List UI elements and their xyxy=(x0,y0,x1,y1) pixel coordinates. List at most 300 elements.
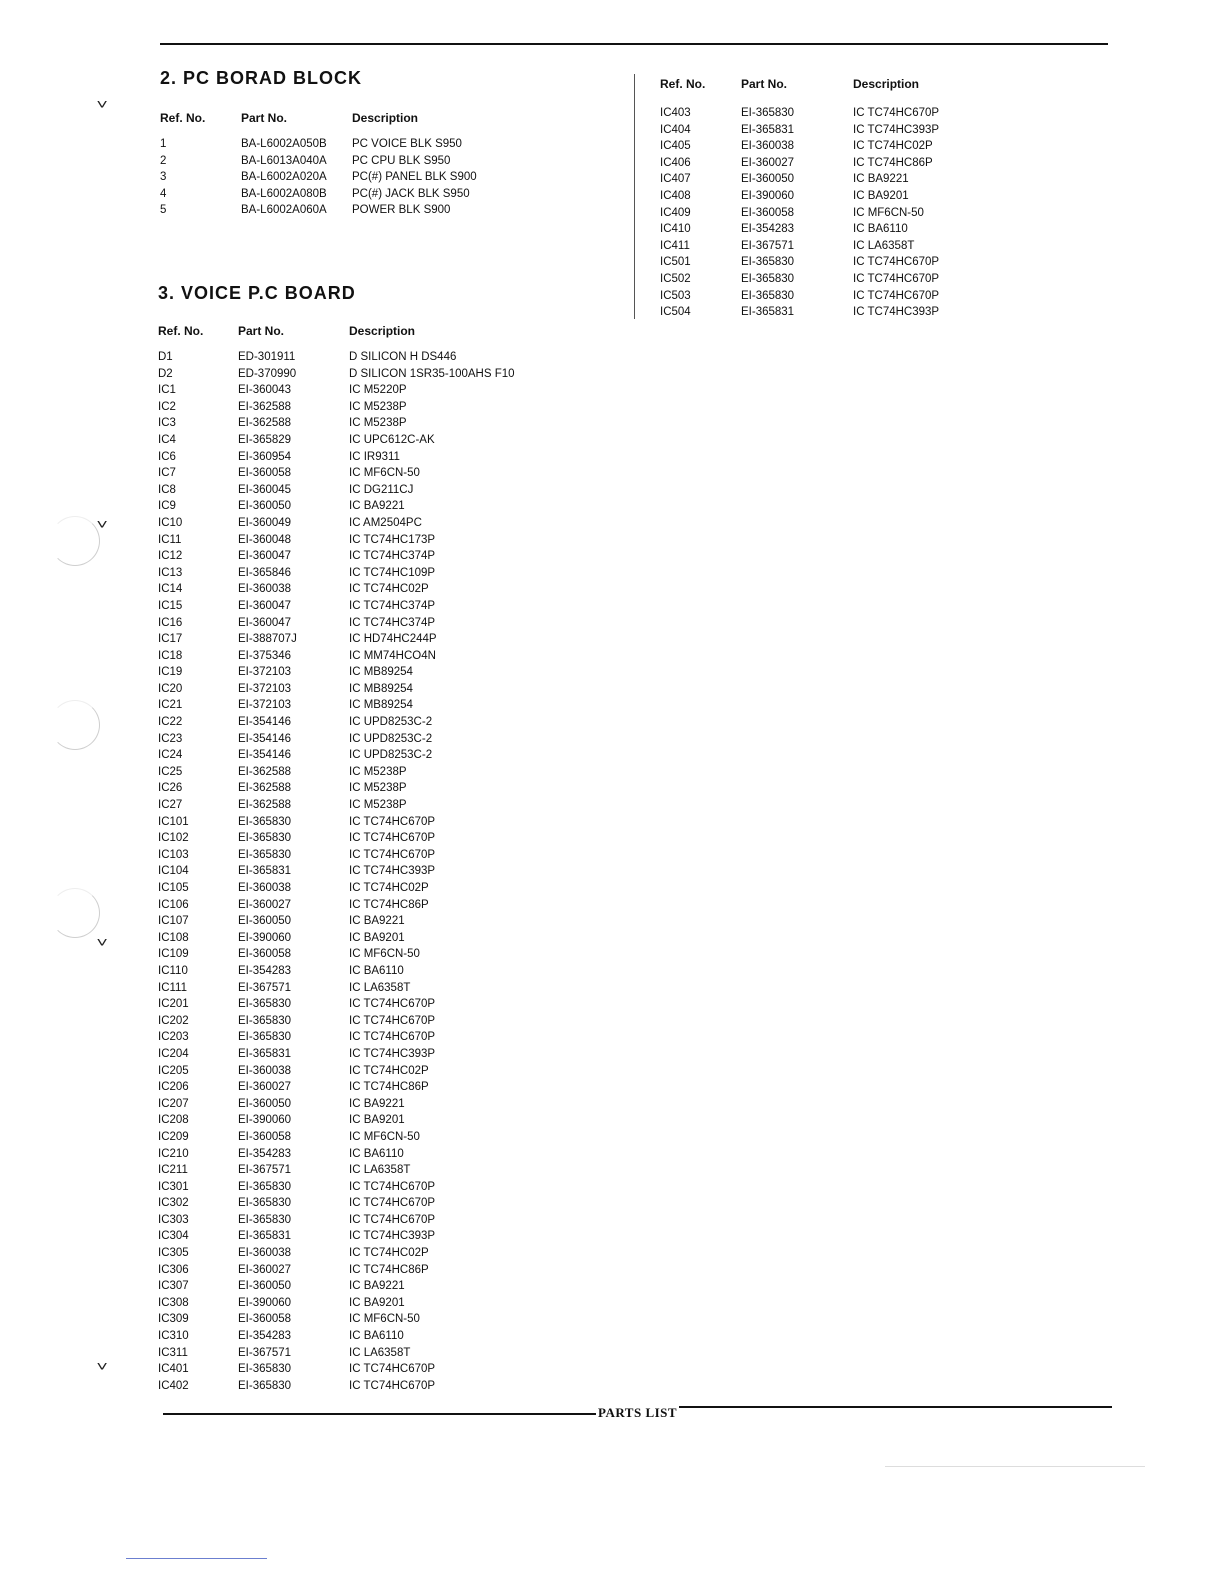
ref-no-cell: IC409 xyxy=(660,206,691,219)
ref-no-cell: IC211 xyxy=(158,1164,188,1177)
part-no-cell: EI-360038 xyxy=(238,583,292,596)
ref-no-cell: IC2 xyxy=(158,400,176,413)
ref-no-cell: IC502 xyxy=(660,272,691,285)
description-cell: IC TC74HC393P xyxy=(349,1230,436,1243)
part-no-cell: EI-360058 xyxy=(238,948,292,961)
description-cell: IC TC74HC393P xyxy=(853,123,940,136)
part-no-cell: EI-365830 xyxy=(238,848,292,861)
description-cell: IC LA6358T xyxy=(349,981,411,994)
part-no-cell: EI-360027 xyxy=(238,1081,292,1094)
description-cell: IC TC74HC670P xyxy=(853,256,940,269)
part-no-cell: EI-360038 xyxy=(238,1064,292,1077)
description-cell: IC TC74HC670P xyxy=(349,1379,436,1392)
ref-no-cell: IC404 xyxy=(660,123,691,136)
ref-no-cell: IC407 xyxy=(660,173,691,186)
ref-no-cell: IC208 xyxy=(158,1114,189,1127)
part-no-cell: EI-360050 xyxy=(238,500,292,513)
part-no-cell: EI-372103 xyxy=(238,682,292,695)
part-no-cell: EI-354283 xyxy=(238,1147,292,1160)
table-row xyxy=(158,880,598,897)
ref-no-cell: IC403 xyxy=(660,107,691,119)
faint-line xyxy=(885,1466,1145,1467)
part-no-cell: EI-360043 xyxy=(238,384,292,397)
table-row xyxy=(158,1112,598,1129)
ref-no-cell: IC310 xyxy=(158,1330,189,1343)
description-cell: IC MB89254 xyxy=(349,666,413,679)
part-no-cell: EI-365831 xyxy=(238,1230,292,1243)
table-row: 3 BA-L6002A020A PC(#) PANEL BLK S900 xyxy=(160,171,477,184)
ref-no-cell: IC20 xyxy=(158,682,183,695)
table-row xyxy=(158,1328,598,1345)
table-row xyxy=(158,1179,598,1196)
table-row xyxy=(660,288,1080,305)
description-cell: IC UPD8253C-2 xyxy=(349,749,433,762)
ref-no-cell: IC309 xyxy=(158,1313,189,1326)
table-row xyxy=(158,1361,598,1378)
part-no-cell: EI-360027 xyxy=(741,156,795,169)
description-cell: IC TC74HC86P xyxy=(349,898,429,911)
description-cell: IC BA9221 xyxy=(349,1280,405,1293)
ref-no-cell: IC107 xyxy=(158,915,189,928)
part-no-cell: EI-390060 xyxy=(238,1296,292,1309)
punch-hole-1 xyxy=(50,516,100,566)
ref-no-cell: IC406 xyxy=(660,156,691,169)
cont-header-desc: Description xyxy=(853,77,920,91)
table-row xyxy=(158,465,598,482)
table-row xyxy=(158,631,598,648)
ref-no-cell: IC111 xyxy=(158,981,187,994)
table-row xyxy=(158,1228,598,1245)
pc-block-table xyxy=(160,136,620,219)
table-row xyxy=(158,382,598,399)
table-row xyxy=(660,171,1080,188)
table-row xyxy=(158,349,598,366)
ref-no-cell: IC25 xyxy=(158,765,183,778)
table-row xyxy=(660,254,1080,271)
table-row xyxy=(660,238,1080,255)
description-cell: IC TC74HC670P xyxy=(349,815,436,828)
table-row xyxy=(158,581,598,598)
description-cell: IC TC74HC02P xyxy=(349,1247,429,1260)
part-no-cell: EI-365830 xyxy=(741,272,795,285)
ref-no-cell: IC307 xyxy=(158,1280,189,1293)
table-row xyxy=(158,980,598,997)
ref-no-cell: IC207 xyxy=(158,1097,189,1110)
description-cell: IC BA9221 xyxy=(349,1097,405,1110)
table-row xyxy=(660,271,1080,288)
description-cell: IC TC74HC670P xyxy=(349,832,436,845)
section-title-voice-pc-board: 3. VOICE P.C BOARD xyxy=(158,283,356,303)
ref-no-cell: IC26 xyxy=(158,782,183,795)
ref-no-cell: IC210 xyxy=(158,1147,189,1160)
table-row xyxy=(660,105,1080,122)
description-cell: IC BA9201 xyxy=(853,189,909,202)
part-no-cell: EI-390060 xyxy=(238,1114,292,1127)
part-no-cell: EI-388707J xyxy=(238,633,297,646)
part-no-cell: EI-362588 xyxy=(238,400,292,413)
cont-header-ref: Ref. No. xyxy=(660,77,706,91)
binding-mark-1: ˅ xyxy=(96,96,108,112)
ref-no-cell: IC102 xyxy=(158,832,189,845)
part-no-cell: EI-360058 xyxy=(238,467,292,480)
ref-no-cell: IC4 xyxy=(158,433,176,446)
description-cell: IC BA6110 xyxy=(349,964,404,977)
ref-no-cell: IC408 xyxy=(660,189,691,202)
part-no-cell: EI-365830 xyxy=(238,1363,292,1376)
ref-no-cell: D1 xyxy=(158,351,173,363)
description-cell: IC BA9201 xyxy=(349,1296,405,1309)
part-no-cell: EI-365830 xyxy=(238,1213,292,1226)
description-cell: IC LA6358T xyxy=(349,1346,411,1359)
description-cell: IC BA9201 xyxy=(349,931,405,944)
table-row xyxy=(158,1079,598,1096)
ref-no-cell: IC105 xyxy=(158,882,189,894)
ref-no-cell: IC103 xyxy=(158,848,189,861)
description-cell: IC TC74HC109P xyxy=(349,566,436,579)
table-row xyxy=(158,432,598,449)
description-cell: IC HD74HC244P xyxy=(349,633,437,646)
table-row xyxy=(158,482,598,499)
ref-no-cell: IC16 xyxy=(158,616,183,629)
part-no-cell: EI-372103 xyxy=(238,699,292,712)
voice-pc-board-cont-table xyxy=(660,105,1080,321)
part-no-cell: EI-367571 xyxy=(238,1164,292,1177)
description-cell: IC TC74HC86P xyxy=(349,1081,429,1094)
description-cell: IC TC74HC86P xyxy=(349,1263,429,1276)
ref-no-cell: IC8 xyxy=(158,483,176,496)
description-cell: IC LA6358T xyxy=(349,1164,411,1177)
description-cell: IC BA9221 xyxy=(853,173,909,186)
part-no-cell: EI-390060 xyxy=(238,931,292,944)
description-cell: IC MF6CN-50 xyxy=(853,206,924,219)
punch-hole-2 xyxy=(50,700,100,750)
description-cell: IC MF6CN-50 xyxy=(349,948,420,961)
part-no-cell: EI-365830 xyxy=(238,1197,292,1210)
table-row xyxy=(158,913,598,930)
ref-no-cell: IC108 xyxy=(158,931,189,944)
description-cell: IC M5238P xyxy=(349,765,407,778)
ref-no-cell: IC305 xyxy=(158,1247,189,1260)
ref-no-cell: IC106 xyxy=(158,898,189,911)
description-cell: D SILICON 1SR35-100AHS F10 xyxy=(349,367,515,380)
table-row xyxy=(158,963,598,980)
description-cell: IC TC74HC670P xyxy=(853,289,940,302)
description-cell: IC BA6110 xyxy=(349,1147,404,1160)
description-cell: IC TC74HC670P xyxy=(349,1014,436,1027)
table-row xyxy=(158,498,598,515)
table-row xyxy=(158,814,598,831)
ref-no-cell: IC23 xyxy=(158,732,183,745)
part-no-cell: EI-367571 xyxy=(238,1346,292,1359)
ref-no-cell: IC401 xyxy=(158,1363,189,1376)
table-row xyxy=(158,946,598,963)
ref-no-cell: IC21 xyxy=(158,699,183,712)
part-no-cell: EI-360050 xyxy=(238,1280,292,1293)
ref-no-cell: IC204 xyxy=(158,1047,189,1060)
voice-header-ref: Ref. No. xyxy=(158,324,204,338)
ref-no-cell: IC11 xyxy=(158,533,182,546)
table-row xyxy=(158,764,598,781)
part-no-cell: EI-354283 xyxy=(741,223,795,236)
table-row xyxy=(660,155,1080,172)
voice-pc-board-table xyxy=(158,349,598,1394)
ref-no-cell: IC14 xyxy=(158,583,183,596)
table-row xyxy=(158,1245,598,1262)
description-cell: IC BA9201 xyxy=(349,1114,405,1127)
description-cell: D SILICON H DS446 xyxy=(349,351,457,363)
ref-no-cell: IC19 xyxy=(158,666,183,679)
table-row xyxy=(158,747,598,764)
top-rule xyxy=(160,43,1108,45)
description-cell: IC MB89254 xyxy=(349,699,413,712)
footer-parts-list-label: PARTS LIST xyxy=(598,1405,678,1420)
table-row xyxy=(158,1212,598,1229)
part-no-cell: EI-360027 xyxy=(238,898,292,911)
part-no-cell: EI-365830 xyxy=(238,1031,292,1044)
ref-no-cell: IC410 xyxy=(660,223,691,236)
description-cell: IC TC74HC670P xyxy=(853,272,940,285)
part-no-cell: EI-360027 xyxy=(238,1263,292,1276)
table-row: 5 BA-L6002A060A POWER BLK S900 xyxy=(160,204,451,217)
description-cell: IC TC74HC393P xyxy=(853,306,940,319)
table-row: 1 BA-L6002A050B PC VOICE BLK S950 xyxy=(160,138,462,150)
table-row xyxy=(158,1311,598,1328)
description-cell: IC TC74HC670P xyxy=(349,848,436,861)
description-cell: IC TC74HC393P xyxy=(349,865,436,878)
part-no-cell: EI-360954 xyxy=(238,450,292,463)
part-no-cell: EI-354146 xyxy=(238,716,292,729)
part-no-cell: EI-365830 xyxy=(238,815,292,828)
part-no-cell: EI-360050 xyxy=(238,1097,292,1110)
part-no-cell: EI-360047 xyxy=(238,616,292,629)
ref-no-cell: IC3 xyxy=(158,417,176,430)
table-row xyxy=(660,122,1080,139)
table-row xyxy=(158,714,598,731)
part-no-cell: EI-360050 xyxy=(741,173,795,186)
table-row xyxy=(660,188,1080,205)
part-no-cell: EI-362588 xyxy=(238,417,292,430)
footer-rule-right xyxy=(678,1406,1112,1408)
description-cell: IC MM74HCO4N xyxy=(349,649,436,662)
table-row xyxy=(158,1195,598,1212)
part-no-cell: EI-367571 xyxy=(741,239,795,252)
ref-no-cell: IC17 xyxy=(158,633,183,646)
table-row: 4 BA-L6002A080B PC(#) JACK BLK S950 xyxy=(160,187,470,200)
table-row xyxy=(158,548,598,565)
table-row xyxy=(158,1146,598,1163)
part-no-cell: ED-370990 xyxy=(238,367,297,380)
part-no-cell: EI-365830 xyxy=(741,289,795,302)
table-row xyxy=(158,930,598,947)
description-cell: IC TC74HC670P xyxy=(349,1363,436,1376)
ref-no-cell: IC13 xyxy=(158,566,183,579)
description-cell: IC IR9311 xyxy=(349,450,400,463)
table-row xyxy=(158,731,598,748)
ref-no-cell: IC205 xyxy=(158,1064,189,1077)
table-row xyxy=(158,697,598,714)
table-row xyxy=(158,797,598,814)
table-row xyxy=(158,1096,598,1113)
table-row xyxy=(158,830,598,847)
ref-no-cell: IC27 xyxy=(158,799,183,812)
ref-no-cell: IC206 xyxy=(158,1081,189,1094)
description-cell: IC DG211CJ xyxy=(349,483,414,496)
table-row xyxy=(158,780,598,797)
ref-no-cell: IC6 xyxy=(158,450,176,463)
part-no-cell: EI-390060 xyxy=(741,189,795,202)
description-cell: IC M5238P xyxy=(349,417,407,430)
ref-no-cell: IC101 xyxy=(158,815,189,828)
ref-no-cell: IC311 xyxy=(158,1346,188,1359)
description-cell: IC MF6CN-50 xyxy=(349,1130,420,1143)
description-cell: IC TC74HC670P xyxy=(349,998,436,1011)
part-no-cell: EI-360058 xyxy=(741,206,795,219)
table-row xyxy=(660,221,1080,238)
ref-no-cell: IC402 xyxy=(158,1379,189,1392)
ref-no-cell: IC308 xyxy=(158,1296,189,1309)
table-row xyxy=(660,138,1080,155)
part-no-cell: EI-360048 xyxy=(238,533,292,546)
ref-no-cell: IC501 xyxy=(660,256,691,269)
ref-no-cell: IC9 xyxy=(158,500,176,513)
table-row: 2 BA-L6013A040A PC CPU BLK S950 xyxy=(160,154,451,167)
table-row xyxy=(158,515,598,532)
part-no-cell: EI-365830 xyxy=(238,832,292,845)
part-no-cell: EI-362588 xyxy=(238,799,292,812)
part-no-cell: EI-365830 xyxy=(238,1014,292,1027)
description-cell: IC AM2504PC xyxy=(349,516,422,529)
part-no-cell: EI-360047 xyxy=(238,599,292,612)
part-no-cell: EI-354146 xyxy=(238,749,292,762)
part-no-cell: EI-365830 xyxy=(238,998,292,1011)
part-no-cell: EI-360038 xyxy=(238,882,292,894)
description-cell: IC TC74HC173P xyxy=(349,533,436,546)
punch-hole-3 xyxy=(50,888,100,938)
table-row xyxy=(158,399,598,416)
table-row xyxy=(158,897,598,914)
description-cell: IC UPD8253C-2 xyxy=(349,716,433,729)
description-cell: IC M5238P xyxy=(349,400,407,413)
table-row xyxy=(158,1046,598,1063)
table-row xyxy=(660,304,1080,321)
description-cell: IC BA9221 xyxy=(349,500,405,513)
pc-block-header-part: Part No. xyxy=(241,111,288,125)
table-row xyxy=(158,863,598,880)
part-no-cell: EI-365831 xyxy=(741,306,795,319)
table-row xyxy=(158,1278,598,1295)
ref-no-cell: IC302 xyxy=(158,1197,189,1210)
ref-no-cell: IC201 xyxy=(158,998,189,1011)
table-row xyxy=(158,1295,598,1312)
part-no-cell: EI-360038 xyxy=(741,140,795,153)
ref-no-cell: IC104 xyxy=(158,865,189,878)
part-no-cell: EI-365846 xyxy=(238,566,292,579)
description-cell: IC M5238P xyxy=(349,782,407,795)
part-no-cell: EI-367571 xyxy=(238,981,292,994)
pc-block-header-ref: Ref. No. xyxy=(160,111,206,125)
table-row xyxy=(158,1162,598,1179)
part-no-cell: EI-365831 xyxy=(238,1047,292,1060)
voice-header-desc: Description xyxy=(349,324,416,338)
footer-rule-left xyxy=(163,1413,596,1415)
description-cell: IC TC74HC670P xyxy=(349,1180,436,1193)
description-cell: IC BA9221 xyxy=(349,915,405,928)
table-row xyxy=(660,205,1080,222)
binding-mark-3: ˅ xyxy=(96,934,108,950)
description-cell: IC MB89254 xyxy=(349,682,413,695)
part-no-cell: EI-372103 xyxy=(238,666,292,679)
ref-no-cell: IC411 xyxy=(660,239,690,252)
table-row xyxy=(158,598,598,615)
part-no-cell: EI-360045 xyxy=(238,483,292,496)
part-no-cell: EI-360058 xyxy=(238,1313,292,1326)
ref-no-cell: IC405 xyxy=(660,140,691,153)
part-no-cell: EI-354283 xyxy=(238,964,292,977)
description-cell: IC M5220P xyxy=(349,384,407,397)
part-no-cell: EI-365831 xyxy=(238,865,292,878)
table-row xyxy=(158,1129,598,1146)
ref-no-cell: IC209 xyxy=(158,1130,189,1143)
part-no-cell: EI-365830 xyxy=(238,1379,292,1392)
section-title-pc-board-block: 2. PC BORAD BLOCK xyxy=(160,68,363,88)
description-cell: IC BA6110 xyxy=(853,223,908,236)
ref-no-cell: IC24 xyxy=(158,749,183,762)
part-no-cell: EI-360050 xyxy=(238,915,292,928)
description-cell: IC TC74HC86P xyxy=(853,156,933,169)
ref-no-cell: IC202 xyxy=(158,1014,189,1027)
ref-no-cell: IC503 xyxy=(660,289,691,302)
description-cell: IC TC74HC670P xyxy=(349,1213,436,1226)
description-cell: IC TC74HC374P xyxy=(349,616,436,629)
table-row xyxy=(158,415,598,432)
ref-no-cell: IC1 xyxy=(158,384,176,397)
table-row xyxy=(158,664,598,681)
part-no-cell: EI-354146 xyxy=(238,732,292,745)
ref-no-cell: IC10 xyxy=(158,516,183,529)
table-row xyxy=(158,1378,598,1395)
part-no-cell: EI-360049 xyxy=(238,516,292,529)
description-cell: IC TC74HC02P xyxy=(853,140,933,153)
table-row xyxy=(158,847,598,864)
ref-no-cell: IC22 xyxy=(158,716,183,729)
table-row xyxy=(158,1345,598,1362)
ref-no-cell: IC306 xyxy=(158,1263,189,1276)
part-no-cell: EI-360038 xyxy=(238,1247,292,1260)
description-cell: IC TC74HC02P xyxy=(349,882,429,894)
table-row xyxy=(158,565,598,582)
description-cell: IC BA6110 xyxy=(349,1330,404,1343)
part-no-cell: ED-301911 xyxy=(238,351,296,363)
description-cell: IC TC74HC374P xyxy=(349,599,436,612)
table-row xyxy=(158,1029,598,1046)
table-row xyxy=(158,681,598,698)
description-cell: IC TC74HC670P xyxy=(349,1197,436,1210)
part-no-cell: EI-375346 xyxy=(238,649,292,662)
description-cell: IC UPC612C-AK xyxy=(349,433,435,446)
ref-no-cell: IC304 xyxy=(158,1230,189,1243)
column-divider xyxy=(634,74,635,319)
ref-no-cell: IC203 xyxy=(158,1031,189,1044)
description-cell: IC TC74HC670P xyxy=(853,107,940,119)
table-row xyxy=(158,648,598,665)
ref-no-cell: IC15 xyxy=(158,599,183,612)
voice-header-part: Part No. xyxy=(238,324,285,338)
ref-no-cell: IC18 xyxy=(158,649,183,662)
description-cell: IC MF6CN-50 xyxy=(349,1313,420,1326)
description-cell: IC M5238P xyxy=(349,799,407,812)
description-cell: IC LA6358T xyxy=(853,239,915,252)
ref-no-cell: IC7 xyxy=(158,467,176,480)
